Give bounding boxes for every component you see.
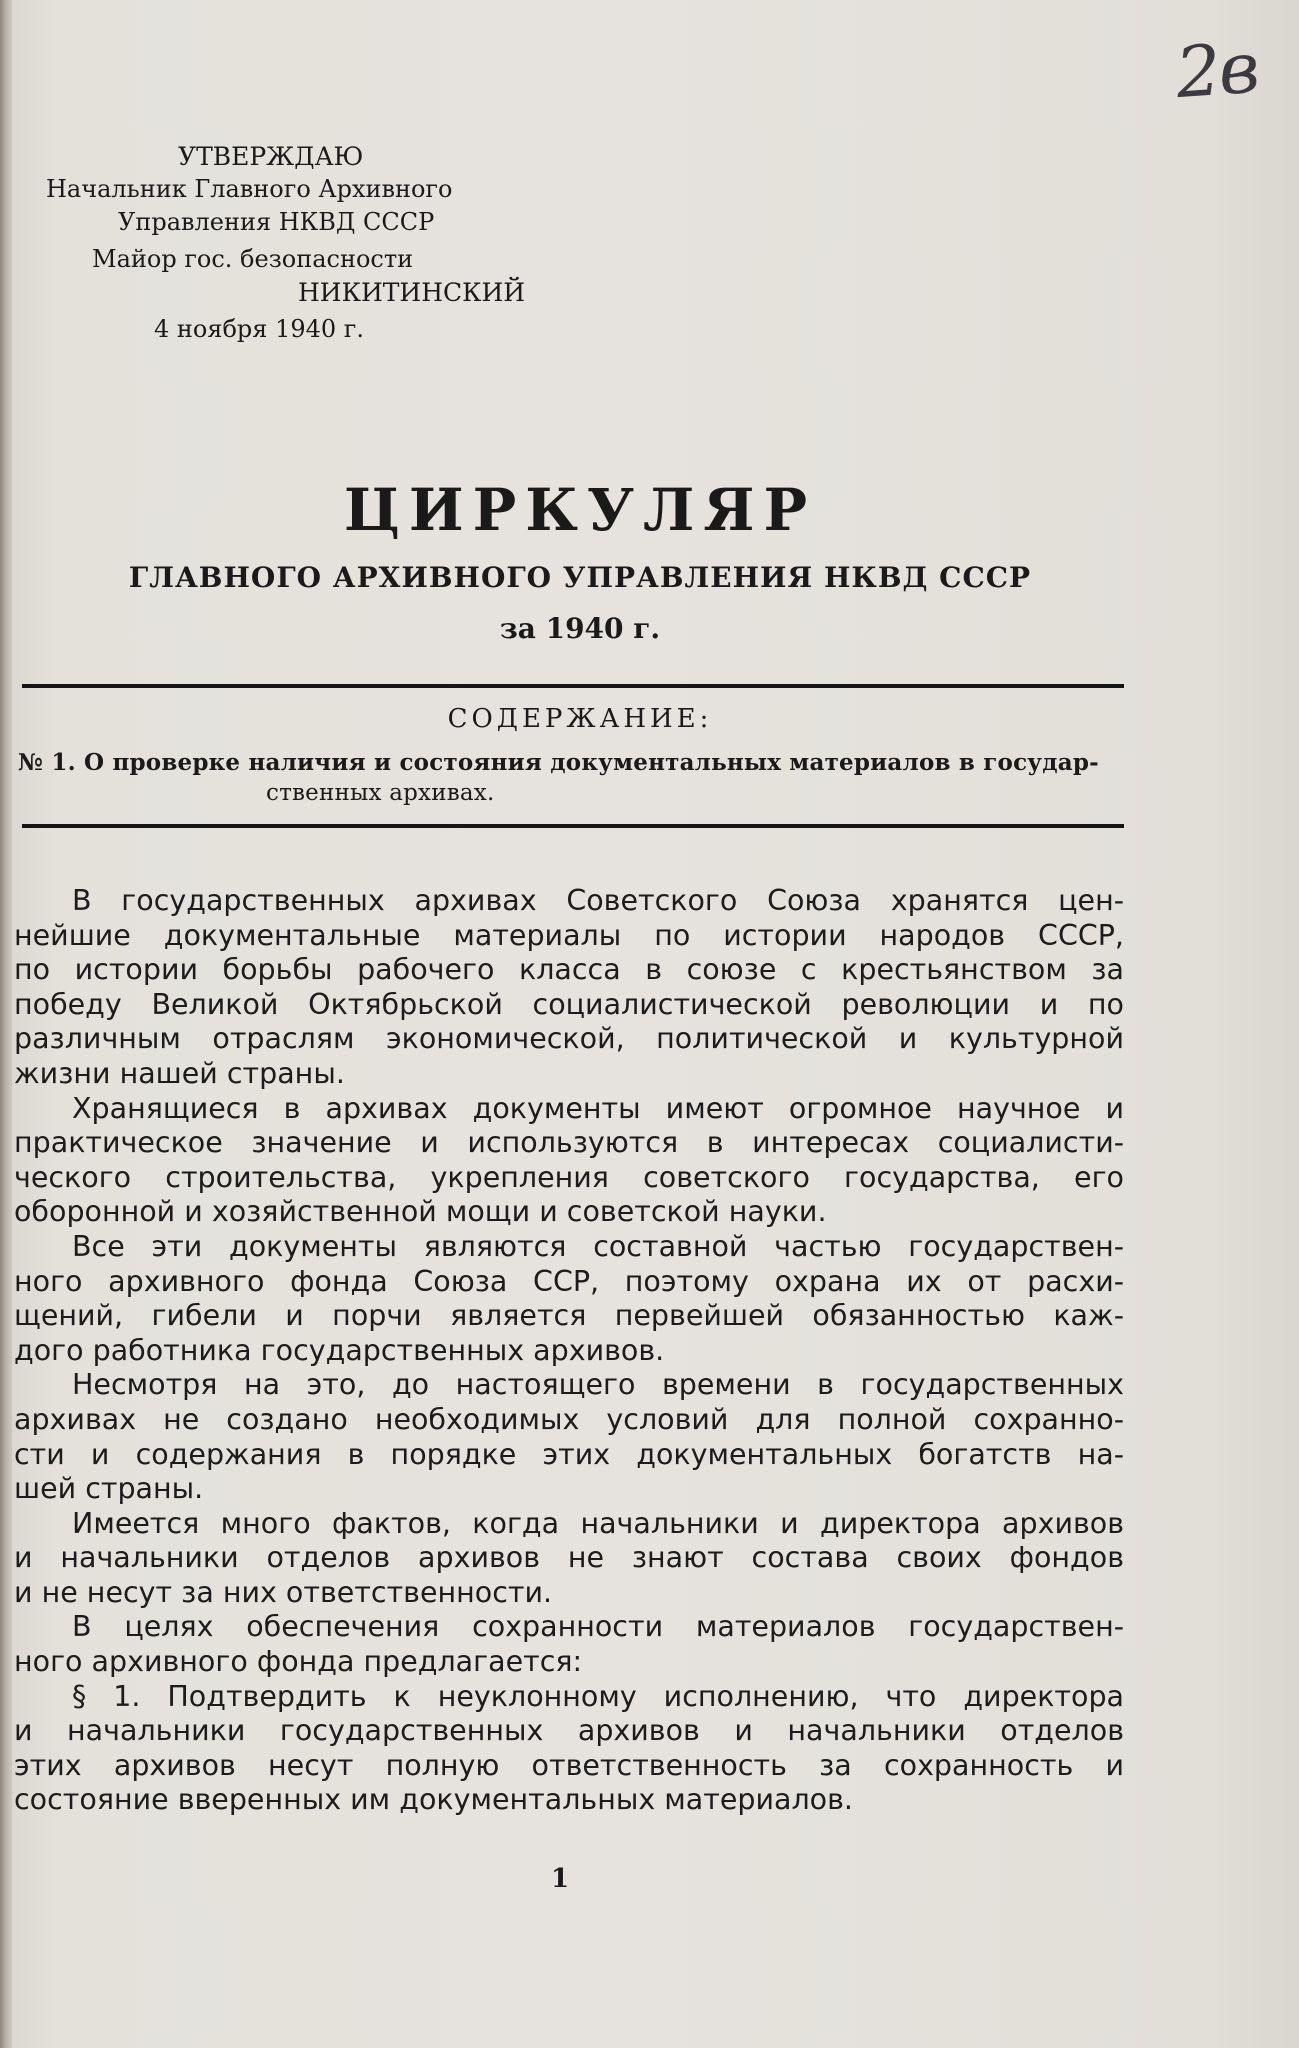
body-line: различным отраслям экономической, политической и культурной: [14, 1022, 1124, 1056]
handwritten-folio-number: 2в: [1173, 26, 1261, 115]
contents-item-line1: № 1. О проверке наличия и состояния документальных материалов в государ-: [18, 749, 1099, 776]
body-line: этих архивов несут полную ответственность за сохранность и: [14, 1748, 1124, 1782]
body-line: Имеется много фактов, когда начальники и директора архивов: [72, 1506, 1124, 1540]
approval-name: НИКИТИНСКИЙ: [298, 278, 526, 307]
approval-position-line1: Начальник Главного Архивного: [46, 175, 453, 203]
body-line: щений, гибели и порчи является первейшей обязанностью каж-: [14, 1299, 1124, 1333]
document-title: ЦИРКУЛЯР: [343, 476, 817, 544]
body-text: [14, 884, 1124, 1818]
body-line: шей страны.: [14, 1472, 204, 1506]
contents-item-line2: ственных архивах.: [266, 780, 495, 806]
binding-edge: [0, 0, 12, 2048]
page-number: 1: [550, 1864, 570, 1894]
body-line: нейшие документальные материалы по истории народов СССР,: [14, 918, 1124, 952]
body-line: по истории борьбы рабочего класса в союзе с крестьянством за: [14, 953, 1124, 987]
document-subtitle: ГЛАВНОГО АРХИВНОГО УПРАВЛЕНИЯ НКВД СССР: [128, 561, 1032, 594]
body-line: § 1. Подтвердить к неуклонному исполнению, что директора: [72, 1679, 1124, 1713]
body-line: жизни нашей страны.: [14, 1056, 345, 1090]
body-line: В целях обеспечения сохранности материалов государствен-: [72, 1610, 1124, 1644]
body-line: сти и содержания в порядке этих документальных богатств на-: [14, 1437, 1124, 1471]
body-line: архивах не создано необходимых условий для полной сохранно-: [14, 1402, 1124, 1436]
contents-heading: СОДЕРЖАНИЕ:: [447, 704, 713, 734]
body-line: и начальники государственных архивов и начальники отделов: [14, 1714, 1124, 1748]
body-line: и начальники отделов архивов не знают состава своих фондов: [14, 1541, 1124, 1575]
document-year: за 1940 г.: [499, 612, 661, 645]
body-line: практическое значение и используются в интересах социалисти-: [14, 1126, 1124, 1160]
body-line: Хранящиеся в архивах документы имеют огромное научное и: [72, 1091, 1124, 1125]
divider-top: [22, 684, 1124, 688]
approval-approve: УТВЕРЖДАЮ: [178, 142, 364, 171]
body-line: состояние вверенных им документальных материалов.: [14, 1783, 853, 1817]
approval-date: 4 ноября 1940 г.: [154, 315, 364, 343]
body-line: ного архивного фонда предлагается:: [14, 1645, 583, 1679]
contents-item: [18, 748, 1128, 808]
approval-position-line2: Управления НКВД СССР: [118, 208, 435, 236]
approval-rank: Майор гос. безопасности: [92, 245, 414, 273]
body-line: ческого строительства, укрепления советского государства, его: [14, 1160, 1124, 1194]
body-line: победу Великой Октябрьской социалистической революции и по: [14, 987, 1124, 1021]
body-line: ного архивного фонда Союза ССР, поэтому охрана их от расхи-: [14, 1264, 1124, 1298]
body-line: В государственных архивах Советского Союза хранятся цен-: [72, 884, 1124, 917]
body-line: Все эти документы являются составной частью государствен-: [72, 1229, 1124, 1263]
body-line: и не несут за них ответственности.: [14, 1575, 553, 1609]
divider-bottom: [22, 824, 1124, 828]
body-line: оборонной и хозяйственной мощи и советской науки.: [14, 1195, 827, 1229]
body-line: Несмотря на это, до настоящего времени в государственных: [72, 1368, 1124, 1402]
body-line: дого работника государственных архивов.: [14, 1333, 665, 1367]
approval-block: [40, 140, 560, 346]
